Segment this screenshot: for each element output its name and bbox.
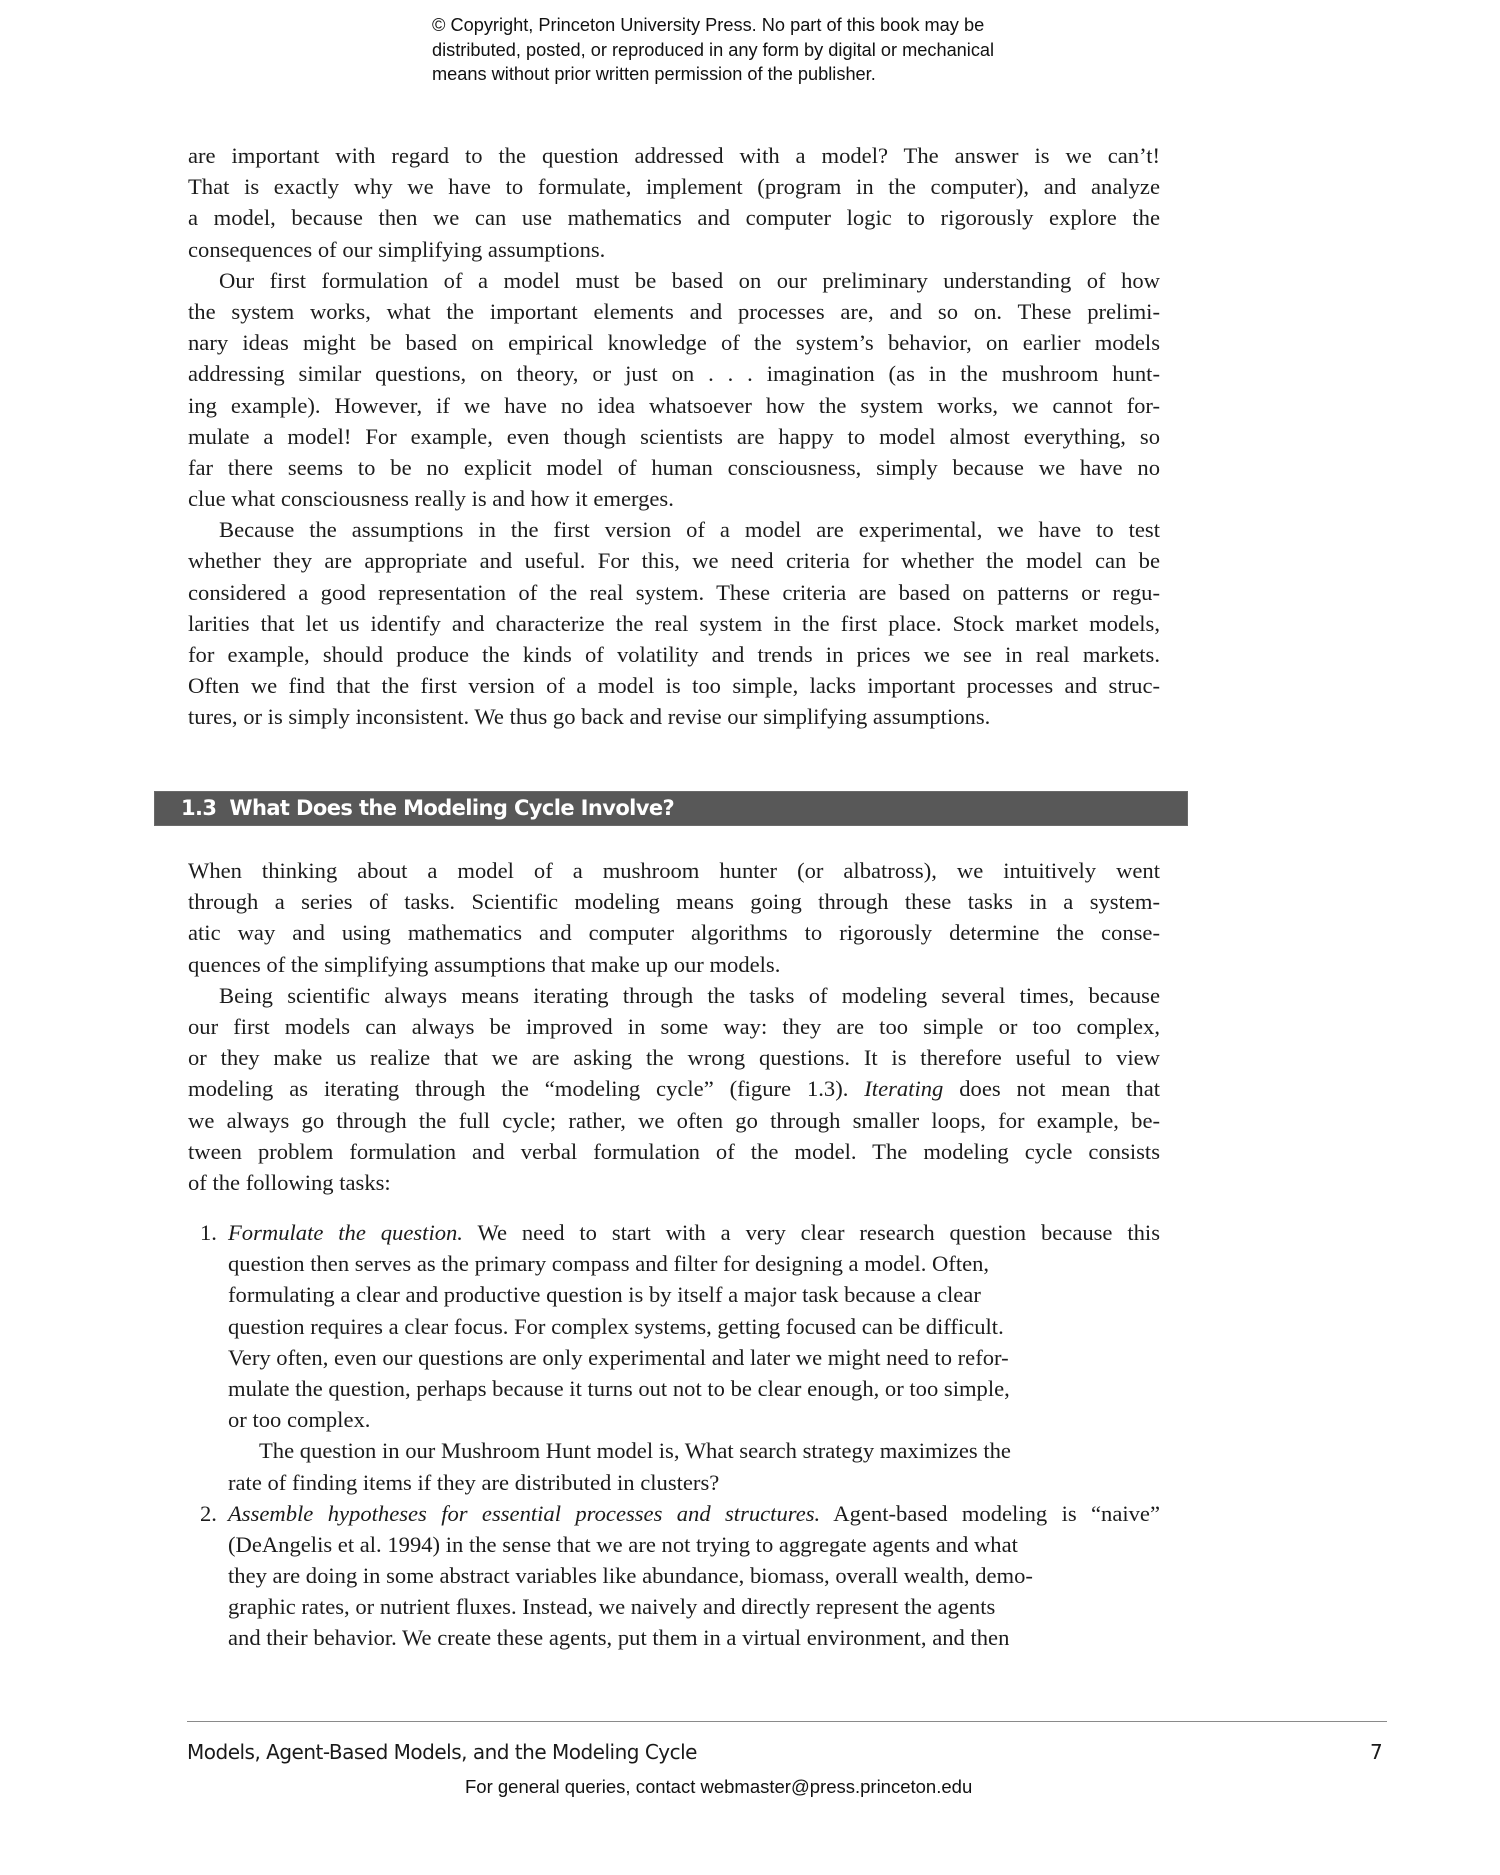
text-line (228, 1217, 1160, 1248)
text-line: Our first formulation of a model must be based on our preliminary understanding of how (219, 267, 1160, 293)
list-item (188, 1217, 1160, 1498)
text-line (228, 1498, 1160, 1529)
text-line: Because the assumptions in the first version of a model are experimental, we have to test (219, 517, 1160, 543)
italic-lead: Formulate the question. (228, 1220, 463, 1245)
body-text-section (188, 855, 1160, 1198)
list-marker: 1. (200, 1220, 217, 1245)
footer-rule (187, 1721, 1387, 1722)
copyright-line: © Copyright, Princeton University Press. No part of this book may be (432, 15, 985, 35)
text-line: (DeAngelis et al. 1994) in the sense that we are not trying to aggregate agents and what (228, 1531, 1018, 1557)
text-line: question then serves as the primary compass and filter for designing a model. Often, (228, 1251, 990, 1277)
text-line (188, 1073, 1160, 1104)
text-fragment: modeling as iterating through the “modeling cycle” (figure 1.3). (188, 1076, 865, 1102)
text-line: When thinking about a model of a mushroom hunter (or albatross), we intuitively went (188, 858, 1160, 883)
text-line: Being scientific always means iterating through the tasks of modeling several times, because (219, 982, 1160, 1008)
section-number: 1.3 (181, 796, 217, 820)
text-line: The question in our Mushroom Hunt model is, What search strategy maximizes the (259, 1438, 1011, 1464)
section-heading-text (181, 796, 674, 820)
text-line: That is exactly why we have to formulate, implement (program in the computer), and analyze (188, 174, 1160, 200)
copyright-line: distributed, posted, or reproduced in any form by digital or mechanical (432, 39, 995, 60)
text-line: Often we find that the first version of a model is too simple, lacks important processes and struc- (188, 673, 1160, 699)
text-line: the system works, what the important elements and processes are, and so on. These prelimi- (188, 298, 1160, 324)
list-marker: 2. (200, 1500, 217, 1526)
text-line: mulate the question, perhaps because it turns out not to be clear enough, or too simple, (228, 1375, 1010, 1401)
text-line: addressing similar questions, on theory, or just on . . . imagination (as in the mushroom hunt- (188, 361, 1160, 387)
text-line: of the following tasks: (188, 1169, 391, 1195)
text-line: consequences of our simplifying assumptions. (188, 236, 606, 262)
text-line: considered a good representation of the real system. These criteria are based on patterns or regu- (188, 579, 1160, 605)
section-title: What Does the Modeling Cycle Involve? (229, 796, 675, 820)
text-fragment: does not mean that (943, 1076, 1161, 1102)
text-line: tween problem formulation and verbal formulation of the model. The modeling cycle consists (188, 1138, 1160, 1164)
list-item (188, 1498, 1160, 1654)
text-line: tures, or is simply inconsistent. We thus go back and revise our simplifying assumptions. (188, 704, 991, 730)
text-line: atic way and using mathematics and computer algorithms to rigorously determine the conse- (188, 920, 1160, 946)
text-line: mulate a model! For example, even though scientists are happy to model almost everything, so (188, 423, 1160, 449)
task-list (188, 1217, 1160, 1654)
paragraph (188, 514, 1160, 732)
paragraph (188, 140, 1160, 265)
text-line: nary ideas might be based on empirical knowledge of the system’s behavior, on earlier models (188, 330, 1160, 356)
text-line: or they make us realize that we are asking the wrong questions. It is therefore useful to view (188, 1045, 1160, 1071)
copyright-notice (432, 13, 1092, 87)
text-line: far there seems to be no explicit model of human consciousness, simply because we have no (188, 454, 1160, 480)
paragraph (188, 265, 1160, 515)
text-line: clue what consciousness really is and how it emerges. (188, 486, 674, 512)
text-line: larities that let us identify and characterize the real system in the first place. Stock market models, (188, 610, 1160, 636)
text-line: graphic rates, or nutrient fluxes. Instead, we naively and directly represent the agents (228, 1594, 996, 1620)
page-number: 7 (1370, 1740, 1383, 1764)
text-line: quences of the simplifying assumptions that make up our models. (188, 951, 781, 977)
paragraph (188, 855, 1160, 980)
text-line: formulating a clear and productive question is by itself a major task because a clear (228, 1282, 981, 1308)
text-line: our first models can always be improved in some way: they are too simple or too complex, (188, 1013, 1160, 1039)
text-line: question requires a clear focus. For complex systems, getting focused can be difficult. (228, 1313, 1004, 1339)
text-line: Very often, even our questions are only experimental and later we might need to refor- (228, 1344, 1009, 1370)
paragraph (188, 980, 1160, 1198)
text-fragment: Agent-based modeling is “naive” (820, 1500, 1160, 1526)
contact-notice: For general queries, contact webmaster@press.princeton.edu (465, 1776, 973, 1797)
text-line: through a series of tasks. Scientific modeling means going through these tasks in a system- (188, 889, 1160, 915)
text-line: rate of finding items if they are distributed in clusters? (228, 1469, 720, 1495)
text-line: we always go through the full cycle; rather, we often go through smaller loops, for example, be- (188, 1107, 1160, 1133)
text-line: a model, because then we can use mathematics and computer logic to rigorously explore the (188, 205, 1160, 231)
text-line: ing example). However, if we have no idea whatsoever how the system works, we cannot for- (188, 392, 1160, 418)
text-line: and their behavior. We create these agents, put them in a virtual environment, and then (228, 1625, 1010, 1651)
text-line: for example, should produce the kinds of volatility and trends in prices we see in real markets. (188, 642, 1160, 667)
italic-lead: Assemble hypotheses for essential processes and structures. (228, 1500, 821, 1526)
text-line: or too complex. (228, 1407, 371, 1433)
italic-term: Iterating (864, 1076, 944, 1102)
body-text-top (188, 140, 1160, 733)
section-heading (154, 791, 1188, 826)
text-line: whether they are appropriate and useful. For this, we need criteria for whether the model can be (188, 548, 1160, 574)
running-footer-title: Models, Agent-Based Models, and the Modeling Cycle (187, 1740, 697, 1764)
copyright-line: means without prior written permission of the publisher. (432, 64, 876, 84)
text-line: they are doing in some abstract variables like abundance, biomass, overall wealth, demo- (228, 1563, 1033, 1589)
text-fragment: We need to start with a very clear research question because this (462, 1220, 1160, 1245)
text-line: are important with regard to the question addressed with a model? The answer is we can’t! (188, 143, 1160, 168)
